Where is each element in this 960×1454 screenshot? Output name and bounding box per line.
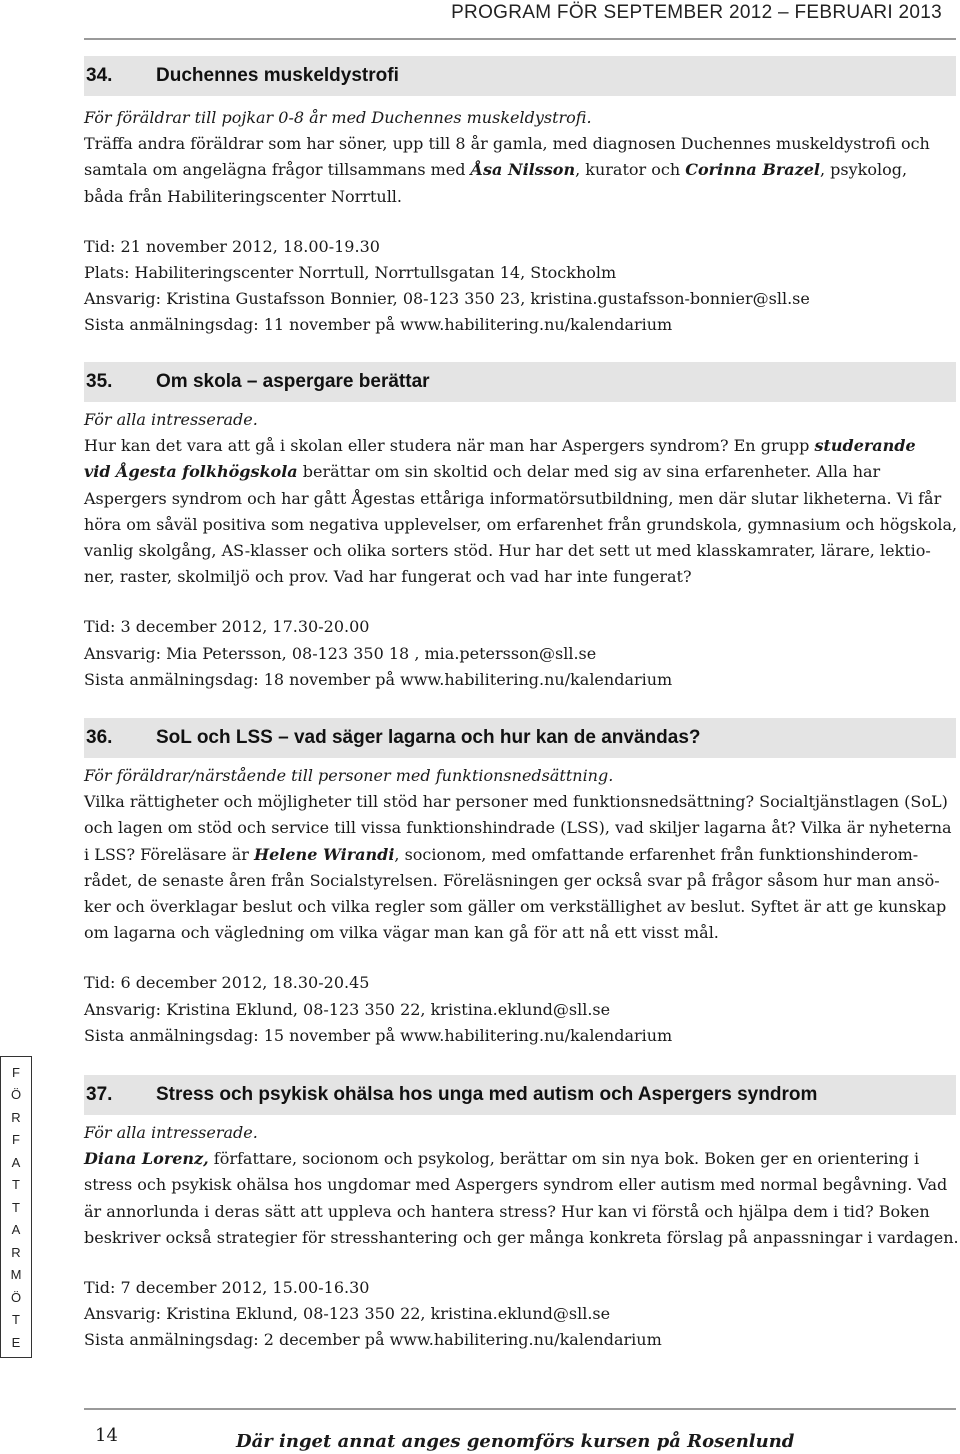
body-text: , socionom, med omfattande erfarenhet från funktionshinderom-: [394, 844, 919, 864]
section-heading: [84, 56, 956, 96]
speaker-name: Diana Lorenz,: [84, 1149, 209, 1169]
section-number: 34.: [86, 65, 113, 86]
sidebar-letter: R: [11, 1109, 21, 1125]
body-line: [84, 157, 956, 183]
page-number: 14: [95, 1425, 118, 1446]
detail-deadline: Sista anmälningsdag: 18 november på www.habilitering.nu/kalendarium: [84, 669, 673, 689]
body-line: vanlig skolgång, AS-klasser och olika sorters stöd. Hur har det sett ut med klasskamrater, lärare, lektio-: [84, 541, 931, 561]
sidebar-letter: F: [12, 1132, 20, 1147]
detail-deadline: Sista anmälningsdag: 15 november på www.habilitering.nu/kalendarium: [84, 1025, 673, 1045]
section-35: [84, 362, 956, 693]
body-line: [84, 433, 956, 459]
header-rule: [84, 38, 956, 40]
sidebar-letter: A: [11, 1222, 21, 1237]
speaker-name: Helene Wirandi: [254, 844, 395, 864]
detail-time: Tid: 6 december 2012, 18.30-20.45: [84, 973, 370, 993]
emphasis-text: studerande: [814, 436, 916, 456]
sidebar-letter: E: [11, 1334, 21, 1350]
section-34: [84, 56, 956, 339]
section-heading: [84, 362, 956, 402]
body-line: höra om såväl positiva som negativa upplevelser, om erfarenhet från grundskola, gymnasium och högskola,: [84, 514, 958, 534]
footer-rule: [84, 1408, 956, 1410]
section-36: [84, 718, 956, 1049]
sidebar-letter: T: [12, 1312, 20, 1327]
sidebar-letter: Ö: [10, 1289, 22, 1305]
body-line: ner, raster, skolmiljö och prov. Vad har fungerat och vad har inte fungerat?: [84, 567, 692, 587]
section-heading: [84, 718, 956, 758]
section-37: [84, 1075, 959, 1354]
audience-text: För alla intresserade.: [84, 1123, 258, 1142]
page-header: PROGRAM FÖR SEPTEMBER 2012 – FEBRUARI 2013: [451, 2, 942, 23]
section-title: Duchennes muskeldystrofi: [156, 65, 399, 86]
section-number: 36.: [86, 727, 113, 748]
body-line: om lagarna och vägledning om vilka vägar man kan gå för att nå ett visst mål.: [84, 923, 719, 943]
vertical-category-label: [0, 1056, 32, 1358]
detail-contact: Ansvarig: Kristina Gustafsson Bonnier, 08-123 350 23, kristina.gustafsson-bonnier@sll.se: [84, 289, 810, 309]
detail-contact: Ansvarig: Kristina Eklund, 08-123 350 22, kristina.eklund@sll.se: [84, 1304, 611, 1324]
body-line: beskriver också strategier för stresshantering och ger många konkreta förslag på anpassningar i vardagen.: [84, 1227, 959, 1247]
section-number: 35.: [86, 371, 113, 392]
body-line: båda från Habiliteringscenter Norrtull.: [84, 186, 403, 206]
body-line: Träffa andra föräldrar som har söner, upp till 8 år gamla, med diagnosen Duchennes muskeldystrofi och: [84, 134, 930, 154]
detail-place: Plats: Habiliteringscenter Norrtull, Norrtullsgatan 14, Stockholm: [84, 263, 617, 283]
body-line: [84, 459, 956, 485]
audience-text: För alla intresserade.: [84, 410, 258, 429]
body-line: ker och överklagar beslut och vilka regler som gäller om verkställighet av beslut. Syftet är att ge kunskap: [84, 897, 947, 917]
body-text: författare, socionom och psykolog, berättar om sin nya bok. Boken ger en orientering i: [208, 1149, 920, 1169]
detail-contact: Ansvarig: Kristina Eklund, 08-123 350 22, kristina.eklund@sll.se: [84, 999, 611, 1019]
detail-time: Tid: 3 december 2012, 17.30-20.00: [84, 617, 370, 637]
audience-text: För föräldrar/närstående till personer med funktionsnedsättning.: [84, 766, 614, 785]
detail-deadline: Sista anmälningsdag: 2 december på www.habilitering.nu/kalendarium: [84, 1330, 662, 1350]
body-text: samtala om angelägna frågor tillsammans med: [84, 160, 471, 180]
body-line: och lagen om stöd och service till vissa funktionshindrade (LSS), vad skiljer lagarna åt? Vilka är nyheterna: [84, 818, 952, 838]
body-line: Aspergers syndrom och har gått Ågestas ettåriga informatörsutbildning, men där slutar likheterna. Vi får: [84, 488, 942, 508]
body-line: [84, 842, 956, 868]
section-title: Stress och psykisk ohälsa hos unga med autism och Aspergers syndrom: [156, 1084, 818, 1105]
body-line: stress och psykisk ohälsa hos ungdomar med Aspergers syndrom eller autism med normal begåvning. Vad: [84, 1175, 948, 1195]
detail-contact: Ansvarig: Mia Petersson, 08-123 350 18 , mia.petersson@sll.se: [84, 643, 597, 663]
audience-text: För föräldrar till pojkar 0-8 år med Duchennes muskeldystrofi.: [84, 108, 592, 127]
sidebar-letter: M: [10, 1267, 22, 1282]
detail-time: Tid: 7 december 2012, 15.00-16.30: [84, 1278, 370, 1298]
sidebar-letter: T: [12, 1177, 20, 1192]
footer-note: Där inget annat anges genomförs kursen på Rosenlund: [236, 1431, 795, 1452]
sidebar-letter: Ö: [10, 1087, 22, 1102]
sidebar-letter: F: [12, 1064, 20, 1080]
body-line: är annorlunda i deras sätt att uppleva och hantera stress? Hur kan vi förstå och hjälpa dem i tid? Boken: [84, 1201, 930, 1221]
detail-time: Tid: 21 november 2012, 18.00-19.30: [84, 236, 380, 256]
emphasis-text: vid Ågesta folkhögskola: [84, 462, 298, 482]
sidebar-letter: A: [11, 1154, 21, 1170]
body-text: berättar om sin skoltid och delar med sig av sina erfarenheter. Alla har: [297, 462, 881, 482]
body-line: [84, 1146, 956, 1172]
section-title: Om skola – aspergare berättar: [156, 371, 430, 392]
body-text: , kurator och: [575, 160, 686, 180]
detail-deadline: Sista anmälningsdag: 11 november på www.habilitering.nu/kalendarium: [84, 315, 673, 335]
speaker-name: Corinna Brazel: [685, 160, 820, 180]
sidebar-letter: T: [12, 1199, 20, 1215]
section-heading: [84, 1075, 956, 1115]
sidebar-letter: R: [11, 1244, 21, 1260]
body-text: i LSS? Föreläsare är: [84, 844, 254, 864]
body-text: Hur kan det vara att gå i skolan eller studera när man har Aspergers syndrom? En grupp: [84, 436, 815, 456]
body-line: rådet, de senaste åren från Socialstyrelsen. Föreläsningen ger också svar på frågor såsom hur man ansö-: [84, 870, 940, 890]
section-number: 37.: [86, 1084, 113, 1105]
speaker-name: Åsa Nilsson: [470, 160, 576, 180]
body-text: , psykolog,: [820, 160, 908, 180]
body-line: Vilka rättigheter och möjligheter till stöd har personer med funktionsnedsättning? Socialtjänstlagen (SoL): [84, 792, 948, 812]
section-title: SoL och LSS – vad säger lagarna och hur kan de användas?: [156, 727, 701, 748]
